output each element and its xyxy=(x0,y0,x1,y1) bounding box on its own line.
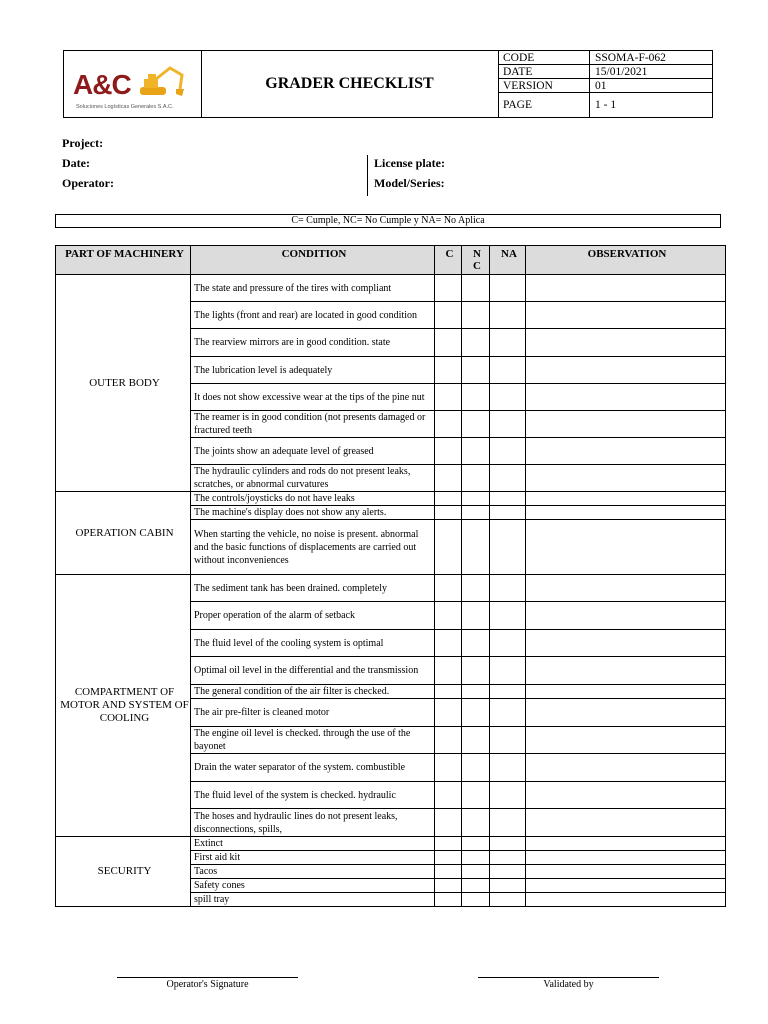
nc-checkbox[interactable] xyxy=(462,727,490,754)
condition-cell: The rearview mirrors are in good condition. state xyxy=(191,329,435,357)
na-checkbox[interactable] xyxy=(490,754,526,782)
na-checkbox[interactable] xyxy=(490,506,526,520)
c-checkbox[interactable] xyxy=(435,275,462,302)
condition-cell: Extinct xyxy=(191,837,435,851)
c-checkbox[interactable] xyxy=(435,727,462,754)
header-nc: N C xyxy=(462,246,490,275)
c-checkbox[interactable] xyxy=(435,465,462,492)
nc-checkbox[interactable] xyxy=(462,837,490,851)
observation-field[interactable] xyxy=(526,754,726,782)
nc-checkbox[interactable] xyxy=(462,438,490,465)
observation-field[interactable] xyxy=(526,879,726,893)
validated-signature-line xyxy=(478,977,659,978)
header-na: NA xyxy=(490,246,526,275)
meta-row-version: VERSION 01 xyxy=(498,79,712,93)
c-checkbox[interactable] xyxy=(435,893,462,907)
condition-cell: spill tray xyxy=(191,893,435,907)
c-checkbox[interactable] xyxy=(435,657,462,685)
condition-cell: The fluid level of the system is checked. hydraulic xyxy=(191,782,435,809)
c-checkbox[interactable] xyxy=(435,754,462,782)
c-checkbox[interactable] xyxy=(435,329,462,357)
c-checkbox[interactable] xyxy=(435,357,462,384)
nc-checkbox[interactable] xyxy=(462,879,490,893)
nc-checkbox[interactable] xyxy=(462,782,490,809)
c-checkbox[interactable] xyxy=(435,384,462,411)
na-checkbox[interactable] xyxy=(490,465,526,492)
section-name: SECURITY xyxy=(56,837,191,907)
condition-cell: The general condition of the air filter is checked. xyxy=(191,685,435,699)
table-row xyxy=(56,275,726,302)
na-checkbox[interactable] xyxy=(490,302,526,329)
observation-field[interactable] xyxy=(526,893,726,907)
condition-cell: First aid kit xyxy=(191,851,435,865)
observation-field[interactable] xyxy=(526,329,726,357)
nc-checkbox[interactable] xyxy=(462,520,490,575)
project-label: Project: xyxy=(62,136,104,150)
nc-checkbox[interactable] xyxy=(462,411,490,438)
condition-cell: The hoses and hydraulic lines do not present leaks, disconnections, spills, xyxy=(191,809,435,837)
table-header-row xyxy=(56,246,726,275)
license-plate-label: License plate: xyxy=(374,156,445,170)
na-checkbox[interactable] xyxy=(490,865,526,879)
nc-checkbox[interactable] xyxy=(462,630,490,657)
nc-checkbox[interactable] xyxy=(462,699,490,727)
model-series-label: Model/Series: xyxy=(374,176,445,190)
section-name: OPERATION CABIN xyxy=(56,492,191,575)
observation-field[interactable] xyxy=(526,411,726,438)
observation-field[interactable] xyxy=(526,865,726,879)
condition-cell: Tacos xyxy=(191,865,435,879)
nc-checkbox[interactable] xyxy=(462,893,490,907)
observation-field[interactable] xyxy=(526,837,726,851)
document-title: GRADER CHECKLIST xyxy=(201,51,499,117)
condition-cell: The hydraulic cylinders and rods do not present leaks, scratches, or abnormal curvatures xyxy=(191,465,435,492)
na-checkbox[interactable] xyxy=(490,809,526,837)
na-checkbox[interactable] xyxy=(490,685,526,699)
c-checkbox[interactable] xyxy=(435,520,462,575)
na-checkbox[interactable] xyxy=(490,727,526,754)
condition-cell: The sediment tank has been drained. completely xyxy=(191,575,435,602)
na-checkbox[interactable] xyxy=(490,630,526,657)
c-checkbox[interactable] xyxy=(435,506,462,520)
nc-checkbox[interactable] xyxy=(462,602,490,630)
na-checkbox[interactable] xyxy=(490,411,526,438)
observation-field[interactable] xyxy=(526,727,726,754)
excavator-icon xyxy=(136,65,188,101)
c-checkbox[interactable] xyxy=(435,630,462,657)
meta-row-page: PAGE 1 - 1 xyxy=(503,99,617,111)
table-row xyxy=(56,837,726,851)
observation-field[interactable] xyxy=(526,492,726,506)
na-checkbox[interactable] xyxy=(490,329,526,357)
condition-cell: The machine's display does not show any alerts. xyxy=(191,506,435,520)
condition-cell: The fluid level of the cooling system is optimal xyxy=(191,630,435,657)
operator-signature-line xyxy=(117,977,298,978)
c-checkbox[interactable] xyxy=(435,782,462,809)
na-checkbox[interactable] xyxy=(490,602,526,630)
header-c: C xyxy=(435,246,462,275)
na-checkbox[interactable] xyxy=(490,657,526,685)
nc-checkbox[interactable] xyxy=(462,275,490,302)
operator-label: Operator: xyxy=(62,176,114,190)
c-checkbox[interactable] xyxy=(435,809,462,837)
logo-subtitle: Soluciones Logísticas Generales S.A.C. xyxy=(76,104,174,110)
na-checkbox[interactable] xyxy=(490,520,526,575)
observation-field[interactable] xyxy=(526,851,726,865)
observation-field[interactable] xyxy=(526,438,726,465)
observation-field[interactable] xyxy=(526,699,726,727)
nc-checkbox[interactable] xyxy=(462,809,490,837)
document-meta xyxy=(498,51,712,117)
meta-row-date: DATE 15/01/2021 xyxy=(498,65,712,79)
section-name: COMPARTMENT OF MOTOR AND SYSTEM OF COOLING xyxy=(56,575,191,837)
na-checkbox[interactable] xyxy=(490,438,526,465)
na-checkbox[interactable] xyxy=(490,893,526,907)
nc-checkbox[interactable] xyxy=(462,851,490,865)
header-condition: CONDITION xyxy=(191,246,435,275)
nc-checkbox[interactable] xyxy=(462,384,490,411)
condition-cell: Safety cones xyxy=(191,879,435,893)
nc-checkbox[interactable] xyxy=(462,329,490,357)
na-checkbox[interactable] xyxy=(490,851,526,865)
condition-cell: The air pre-filter is cleaned motor xyxy=(191,699,435,727)
observation-field[interactable] xyxy=(526,275,726,302)
nc-checkbox[interactable] xyxy=(462,657,490,685)
observation-field[interactable] xyxy=(526,809,726,837)
c-checkbox[interactable] xyxy=(435,837,462,851)
observation-field[interactable] xyxy=(526,520,726,575)
c-checkbox[interactable] xyxy=(435,851,462,865)
c-checkbox[interactable] xyxy=(435,492,462,506)
na-checkbox[interactable] xyxy=(490,384,526,411)
header-observation: OBSERVATION xyxy=(526,246,726,275)
condition-cell: Optimal oil level in the differential and the transmission xyxy=(191,657,435,685)
info-divider xyxy=(367,155,368,196)
observation-field[interactable] xyxy=(526,657,726,685)
na-checkbox[interactable] xyxy=(490,357,526,384)
table-row xyxy=(56,575,726,602)
condition-cell: It does not show excessive wear at the tips of the pine nut xyxy=(191,384,435,411)
na-checkbox[interactable] xyxy=(490,275,526,302)
na-checkbox[interactable] xyxy=(490,837,526,851)
condition-cell: When starting the vehicle, no noise is present. abnormal and the basic functions of displacements are carried out without inconveniences xyxy=(191,520,435,575)
meta-divider xyxy=(589,51,590,117)
nc-checkbox[interactable] xyxy=(462,754,490,782)
header-part: PART OF MACHINERY xyxy=(56,246,191,275)
na-checkbox[interactable] xyxy=(490,699,526,727)
c-checkbox[interactable] xyxy=(435,438,462,465)
condition-cell: The joints show an adequate level of greased xyxy=(191,438,435,465)
c-checkbox[interactable] xyxy=(435,865,462,879)
observation-field[interactable] xyxy=(526,575,726,602)
nc-checkbox[interactable] xyxy=(462,575,490,602)
condition-cell: The state and pressure of the tires with compliant xyxy=(191,275,435,302)
date-label: Date: xyxy=(62,156,90,170)
observation-field[interactable] xyxy=(526,506,726,520)
na-checkbox[interactable] xyxy=(490,575,526,602)
c-checkbox[interactable] xyxy=(435,685,462,699)
operator-signature-label: Operator's Signature xyxy=(166,979,249,990)
condition-cell: The lubrication level is adequately xyxy=(191,357,435,384)
table-row xyxy=(56,492,726,506)
nc-checkbox[interactable] xyxy=(462,357,490,384)
document-header xyxy=(63,50,713,118)
observation-field[interactable] xyxy=(526,302,726,329)
na-checkbox[interactable] xyxy=(490,492,526,506)
c-checkbox[interactable] xyxy=(435,411,462,438)
status-legend: C= Cumple, NC= No Cumple y NA= No Aplica xyxy=(55,214,721,228)
observation-field[interactable] xyxy=(526,630,726,657)
condition-cell: The lights (front and rear) are located in good condition xyxy=(191,302,435,329)
section-name: OUTER BODY xyxy=(56,275,191,492)
na-checkbox[interactable] xyxy=(490,879,526,893)
validated-signature-label: Validated by xyxy=(543,979,594,990)
condition-cell: The reamer is in good condition (not presents damaged or fractured teeth xyxy=(191,411,435,438)
na-checkbox[interactable] xyxy=(490,782,526,809)
company-logo xyxy=(64,51,202,117)
c-checkbox[interactable] xyxy=(435,602,462,630)
c-checkbox[interactable] xyxy=(435,879,462,893)
nc-checkbox[interactable] xyxy=(462,685,490,699)
observation-field[interactable] xyxy=(526,782,726,809)
checklist-body xyxy=(56,275,726,907)
observation-field[interactable] xyxy=(526,357,726,384)
nc-checkbox[interactable] xyxy=(462,506,490,520)
observation-field[interactable] xyxy=(526,384,726,411)
observation-field[interactable] xyxy=(526,465,726,492)
c-checkbox[interactable] xyxy=(435,699,462,727)
nc-checkbox[interactable] xyxy=(462,465,490,492)
nc-checkbox[interactable] xyxy=(462,865,490,879)
checklist-table xyxy=(55,245,726,907)
condition-cell: The engine oil level is checked. through the use of the bayonet xyxy=(191,727,435,754)
meta-row-code: CODE SSOMA-F-062 xyxy=(498,51,712,65)
observation-field[interactable] xyxy=(526,685,726,699)
condition-cell: Proper operation of the alarm of setback xyxy=(191,602,435,630)
condition-cell: The controls/joysticks do not have leaks xyxy=(191,492,435,506)
logo-text: A&C xyxy=(73,69,131,100)
c-checkbox[interactable] xyxy=(435,575,462,602)
c-checkbox[interactable] xyxy=(435,302,462,329)
observation-field[interactable] xyxy=(526,602,726,630)
condition-cell: Drain the water separator of the system. combustible xyxy=(191,754,435,782)
nc-checkbox[interactable] xyxy=(462,302,490,329)
nc-checkbox[interactable] xyxy=(462,492,490,506)
